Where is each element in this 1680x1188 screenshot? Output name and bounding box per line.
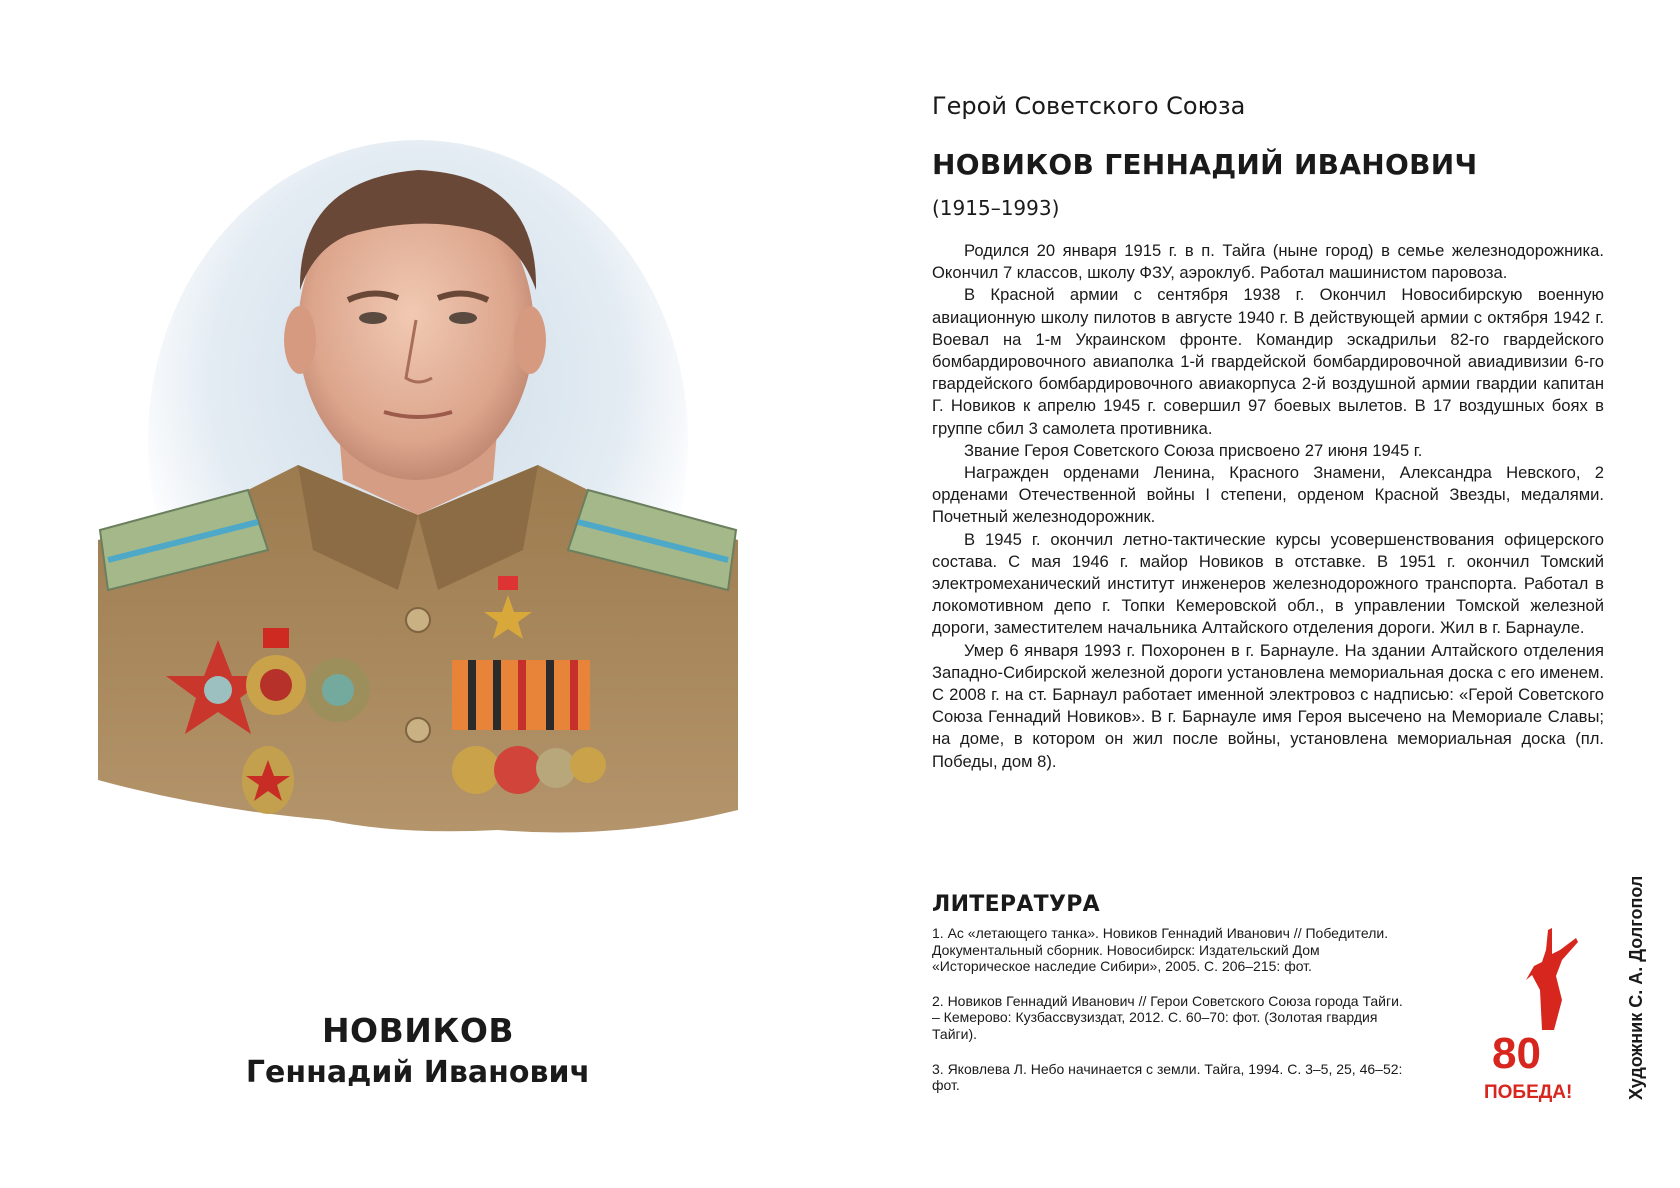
bio-paragraph: В Красной армии с сентября 1938 г. Окончил Новосибирскую военную авиационную школу пилотов в августе 1940 г. В действующей армии с октября 1942 г. Воевал на 1-м Украинском фронте. Командир эскадрильи 82-го гвардейского бомбардировочного авиаполка 1-й гвардейской бомбардировочной авиадивизии 6-го гвардейского бомбардировочного авиакорпуса 2-й воздушной армии гвардии капитан Г. Новиков к апрелю 1945 г. совершил 97 боевых вылетов. В 17 воздушных боях в группе сбил 3 самолета противника. bbox=[932, 285, 1604, 438]
right-page bbox=[840, 0, 1680, 1188]
victory-80-emblem bbox=[1482, 920, 1602, 1110]
caption-surname: НОВИКОВ bbox=[321, 1011, 515, 1050]
emblem-word: ПОБЕДА! bbox=[1484, 1082, 1573, 1103]
biography-text bbox=[932, 240, 1604, 773]
bio-paragraph: Умер 6 января 1993 г. Похоронен в г. Барнауле. На здании Алтайского отделения Западно-Сибирской железной дороги установлена мемориальная доска с его именем. С 2008 г. на ст. Барнаул работает именной электровоз с надписью: «Герой Советского Союза Геннадий Новиков». В г. Барнауле имя Героя высечено на Мемориале Славы; на доме, в котором он жил после войны, установлена мемориальная доска (пл. Победы, дом 8). bbox=[932, 640, 1604, 771]
portrait-illustration bbox=[98, 120, 738, 900]
bio-paragraph: Награжден орденами Ленина, Красного Знамени, Александра Невского, 2 орденами Отечественной войны I степени, орденом Красной Звезды, медалями. Почетный железнодорожник. bbox=[932, 463, 1604, 527]
portrait-caption bbox=[98, 1010, 738, 1094]
literature-list bbox=[932, 925, 1412, 1112]
artist-credit: Художник С. А. Долгопол bbox=[1626, 875, 1646, 1100]
literature-entry: 3. Яковлева Л. Небо начинается с земли. Тайга, 1994. С. 3–5, 25, 46–52: фот. bbox=[932, 1060, 1403, 1094]
bio-paragraph: Звание Героя Советского Союза присвоено 27 июня 1945 г. bbox=[964, 440, 1423, 460]
emblem-number: 80 bbox=[1492, 1029, 1541, 1078]
life-years: (1915–1993) bbox=[932, 196, 1060, 220]
motherland-statue-icon bbox=[1526, 928, 1578, 1030]
bio-paragraph: Родился 20 января 1915 г. в п. Тайга (ныне город) в семье железнодорожника. Окончил 7 классов, школу ФЗУ, аэроклуб. Работал машинистом паровоза. bbox=[932, 241, 1604, 283]
hero-full-name: НОВИКОВ ГЕННАДИЙ ИВАНОВИЧ bbox=[932, 148, 1478, 181]
literature-heading: ЛИТЕРАТУРА bbox=[932, 892, 1100, 917]
literature-entry: 2. Новиков Геннадий Иванович // Герои Советского Союза города Тайги. – Кемерово: Кузбассвузиздат, 2012. С. 60–70: фот. (Золотая гвардия Тайги). bbox=[932, 992, 1403, 1042]
literature-entry: 1. Ас «летающего танка». Новиков Геннадий Иванович // Победители. Документальный сборник. Новосибирск: Издательский Дом «Историческое наследие Сибири», 2005. С. 206–215: фот. bbox=[932, 925, 1389, 975]
caption-given-names: Геннадий Иванович bbox=[245, 1055, 591, 1090]
hero-rank: Герой Советского Союза bbox=[932, 92, 1246, 120]
bio-paragraph: В 1945 г. окончил летно-тактические курсы усовершенствования офицерского состава. С мая 1946 г. майор Новиков в отставке. В 1951 г. окончил Томский электромеханический институт инженеров железнодорожного транспорта. Работал в локомотивном депо г. Топки Кемеровской обл., в управлении Томской железной дороги, заместителем начальника Алтайского отделения дороги. Жил в г. Барнауле. bbox=[932, 529, 1604, 638]
